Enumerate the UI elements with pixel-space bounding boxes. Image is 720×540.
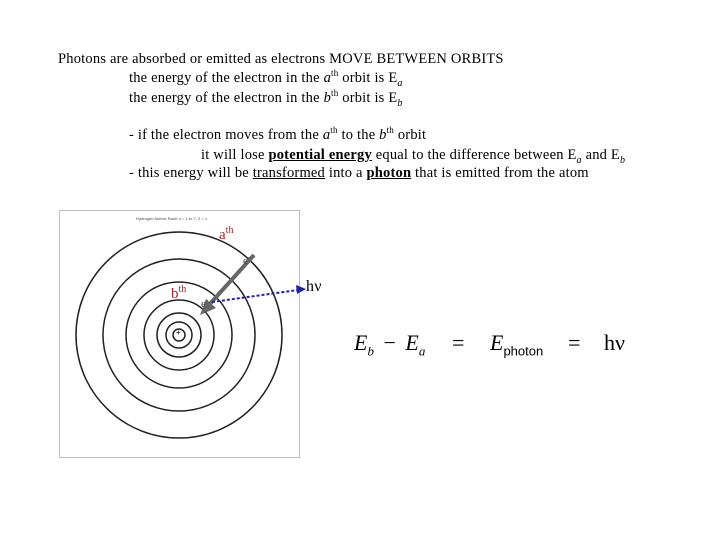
orbit-b-label: $b^{th}$ xyxy=(171,284,187,302)
energy-a-line: the energy of the electron in the $a^{th}$ orbit is $E_a$ xyxy=(129,68,403,89)
nucleus-label: + xyxy=(176,328,181,337)
potential-energy-line: it will lose potential energy equal to the difference between $E_a$ and $E_b$ xyxy=(201,147,626,166)
equals-2: = xyxy=(568,330,581,355)
orbit-a-label: $a^{th}$ xyxy=(219,225,234,243)
photon-hv-label: hν xyxy=(306,278,322,295)
transition-line: - if the electron moves from the $a^{th}$ to the $b^{th}$ orbit xyxy=(129,125,427,143)
hv-term: hν xyxy=(604,330,625,355)
title-line: Photons are absorbed or emitted as electrons MOVE BETWEEN ORBITS xyxy=(58,51,504,67)
photon-line: - this energy will be transformed into a photon that is emitted from the atom xyxy=(129,165,589,181)
diagram-caption: Hydrogen Atomic Radii: n = 1 to 7, Z = 1 xyxy=(136,216,208,221)
energy-b-line: the energy of the electron in the $b^{th}$ orbit is $E_b$ xyxy=(129,88,403,109)
bohr-orbit-diagram xyxy=(59,210,300,458)
photon-energy: $E_{photon}$ xyxy=(490,330,544,359)
energy-equation: $E_b - E_a$ xyxy=(354,330,426,359)
equals-1: = xyxy=(452,330,465,355)
electron-b: e- xyxy=(201,296,209,310)
electron-a: e- xyxy=(243,253,251,267)
